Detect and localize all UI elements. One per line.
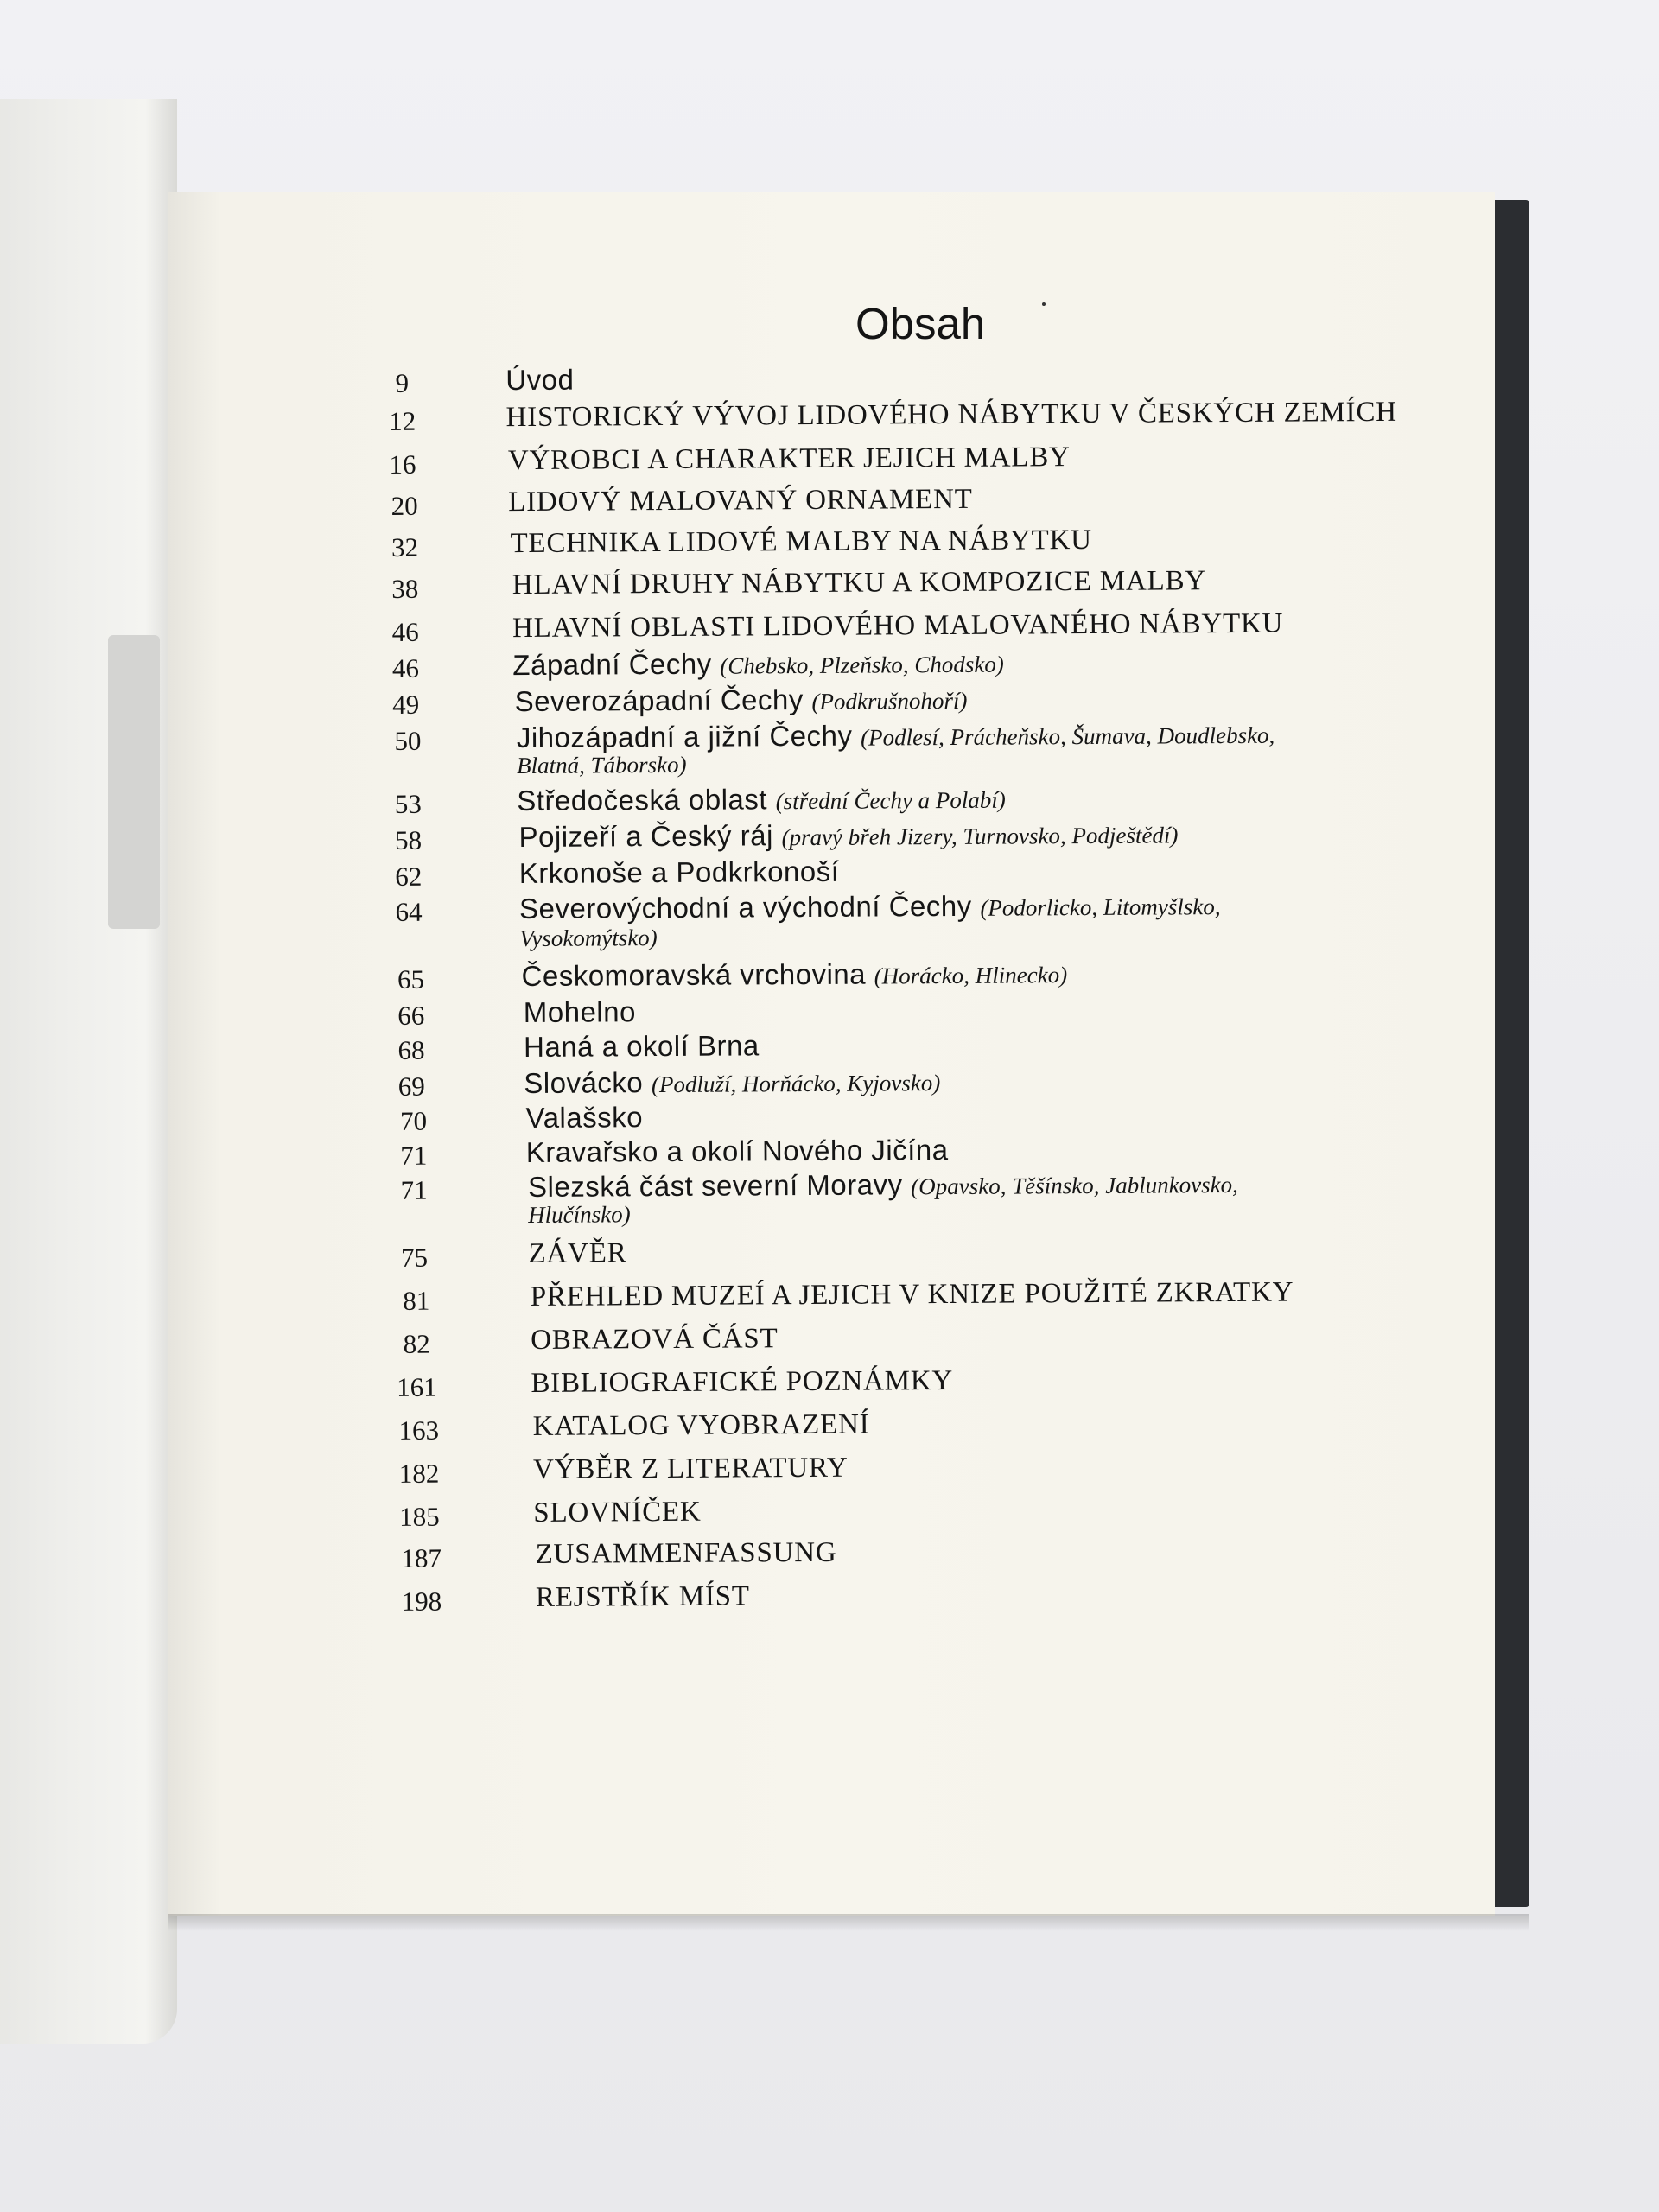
- toc-entry-title: VÝBĚR Z LITERATURY: [532, 1452, 849, 1485]
- toc-page-number: 32: [391, 531, 419, 563]
- toc-entry-regions: (Podorlicko, Litomyšlsko,: [980, 893, 1221, 921]
- toc-entry-title: Západní Čechy: [512, 647, 712, 682]
- toc-entry-regions: (Podlesí, Prácheňsko, Šumava, Doudlebsko,: [861, 721, 1275, 751]
- toc-entry-text: [518, 817, 1178, 854]
- toc-entry-title: TECHNIKA LIDOVÉ MALBY NA NÁBYTKU: [510, 524, 1092, 560]
- toc-page-number: 81: [403, 1285, 430, 1316]
- toc-entry-text: [531, 1277, 1294, 1313]
- toc-entry-title: Valašsko: [525, 1101, 644, 1135]
- toc-page-number: 58: [394, 824, 423, 855]
- toc-entry-text: [524, 1029, 760, 1064]
- toc-entry-text: [531, 1365, 953, 1400]
- toc-entry-text: [512, 608, 1283, 645]
- toc-entry-title: VÝROBCI A CHARAKTER JEJICH MALBY: [507, 442, 1071, 477]
- toc-entry-regions: (pravý břeh Jizery, Turnovsko, Podještědí): [781, 822, 1179, 851]
- toc-page-number: 70: [399, 1105, 428, 1136]
- toc-entry-regions-continued: Blatná, Táborsko): [516, 751, 687, 779]
- toc-page-number: 53: [394, 788, 422, 819]
- toc-entry-title: OBRAZOVÁ ČÁST: [531, 1323, 779, 1356]
- toc-page-number: 75: [400, 1242, 429, 1273]
- toc-entry-title: HLAVNÍ OBLASTI LIDOVÉHO MALOVANÉHO NÁBYTKU: [512, 607, 1284, 645]
- toc-page-number: 16: [389, 448, 416, 480]
- toc-page-number: 38: [391, 573, 419, 604]
- toc-entry-text: [524, 995, 636, 1029]
- toc-page-number: 68: [397, 1034, 425, 1065]
- toc-entry-text: [525, 1101, 643, 1135]
- toc-entry-text: [531, 1323, 779, 1357]
- toc-page-number: 69: [397, 1071, 425, 1102]
- toc-entry-regions-continued: Hlučínsko): [528, 1201, 631, 1228]
- toc-entry-text: [533, 1409, 870, 1443]
- toc-entry-title: BIBLIOGRAFICKÉ POZNÁMKY: [531, 1364, 954, 1399]
- toc-page-number: 182: [398, 1458, 440, 1489]
- toc-entry-title: Haná a okolí Brna: [523, 1029, 760, 1064]
- toc-entry-text: [526, 1134, 949, 1169]
- toc-page-number: 46: [391, 652, 419, 683]
- toc-page-number: 82: [403, 1328, 430, 1359]
- toc-entry-text: [517, 717, 1275, 754]
- toc-entry-regions: (Podkrušnohoří): [811, 687, 968, 715]
- toc-page-number: 46: [391, 616, 419, 647]
- toc-entry-title: Jihozápadní a jižní Čechy: [516, 719, 853, 754]
- toc-entry-text: [528, 1237, 626, 1270]
- toc-page-number: 71: [400, 1174, 428, 1205]
- toc-entry-text: [536, 1537, 837, 1571]
- toc-page-number: 64: [395, 896, 423, 927]
- toc-entry-title: Severozápadní Čechy: [514, 683, 804, 718]
- toc-entry-title: Mohelno: [523, 995, 637, 1029]
- toc-entry-text: [517, 782, 1006, 817]
- toc-entry-text: [533, 1452, 849, 1486]
- toc-entry-title: LIDOVÝ MALOVANÝ ORNAMENT: [508, 483, 973, 518]
- toc-page-number: 163: [398, 1414, 440, 1446]
- toc-entry-text: [506, 397, 1397, 434]
- toc-page-number: 65: [397, 963, 425, 995]
- toc-title: Obsah: [855, 299, 986, 348]
- toc-entry-title: HLAVNÍ DRUHY NÁBYTKU A KOMPOZICE MALBY: [512, 565, 1207, 601]
- toc-page-number: 49: [392, 689, 420, 720]
- toc-page-number: 62: [395, 861, 423, 892]
- toc-entry-title: ZUSAMMENFASSUNG: [535, 1536, 837, 1570]
- toc-page-number: 161: [397, 1371, 437, 1402]
- toc-entry-regions: (Horácko, Hlinecko): [874, 962, 1068, 989]
- toc-entry-title: Slezská část severní Moravy: [527, 1168, 903, 1203]
- toc-page-number: 71: [400, 1140, 428, 1171]
- toc-entry-text: [505, 364, 574, 397]
- toc-entry-regions: (Opavsko, Těšínsko, Jablunkovsko,: [911, 1171, 1238, 1200]
- toc-entry-title: REJSTŘÍK MÍST: [535, 1580, 750, 1613]
- toc-entry-text: [536, 1580, 750, 1614]
- toc-page-number: 50: [394, 725, 422, 756]
- toc-entry-title: ZÁVĚR: [528, 1237, 627, 1269]
- toc-entry-text: [521, 957, 1067, 993]
- toc-entry-text: [519, 855, 840, 890]
- toc-entry-title: Českomoravská vrchovina: [521, 957, 867, 993]
- toc-entry-title: KATALOG VYOBRAZENÍ: [532, 1408, 870, 1442]
- toc-page-number: 12: [389, 405, 416, 436]
- toc-entry-text: [512, 565, 1206, 601]
- toc-page-number: 9: [395, 367, 410, 398]
- toc-entry-title: Kravařsko a okolí Nového Jičína: [525, 1134, 949, 1169]
- toc-entry-title: SLOVNÍČEK: [533, 1496, 702, 1529]
- toc-entry-regions: (Chebsko, Plzeňsko, Chodsko): [720, 651, 1004, 679]
- toc-entry-text: [508, 484, 973, 518]
- toc-entry-text: [533, 1497, 701, 1529]
- toc-entry-regions: (Podluží, Horňácko, Kyjovsko): [651, 1070, 941, 1098]
- toc-entry-title: Severovýchodní a východní Čechy: [518, 889, 972, 925]
- toc-page-number: 66: [397, 1000, 425, 1031]
- toc-entry-text: [512, 646, 1004, 682]
- toc-entry-text: [519, 888, 1221, 925]
- toc-entry-text: [528, 1166, 1238, 1204]
- toc-page-number: 187: [401, 1542, 442, 1573]
- toc-entry-text: [508, 442, 1071, 477]
- toc-page-number: 20: [391, 490, 418, 521]
- toc-entry-title: Pojizeří a Český ráj: [518, 819, 773, 854]
- toc-entry-title: PŘEHLED MUZEÍ A JEJICH V KNIZE POUŽITÉ ZKRATKY: [530, 1276, 1294, 1313]
- toc-page-number: 198: [401, 1586, 442, 1617]
- toc-entry-title: HISTORICKÝ VÝVOJ LIDOVÉHO NÁBYTKU V ČESKÝCH ZEMÍCH: [505, 396, 1397, 434]
- toc-entry-title: Krkonoše a Podkrkonoší: [518, 855, 840, 890]
- toc-entry-title: Úvod: [505, 363, 575, 397]
- toc-page-number: 185: [399, 1501, 440, 1532]
- toc-entry-title: Středočeská oblast: [517, 783, 768, 817]
- toc-entry-regions-continued: Vysokomýtsko): [519, 925, 658, 952]
- toc-entry-regions: (střední Čechy a Polabí): [775, 786, 1006, 815]
- toc-entry-title: Slovácko: [524, 1066, 644, 1100]
- toc-entry-text: [524, 1065, 940, 1100]
- toc-entry-text: [510, 524, 1092, 560]
- toc-entry-text: [515, 683, 968, 718]
